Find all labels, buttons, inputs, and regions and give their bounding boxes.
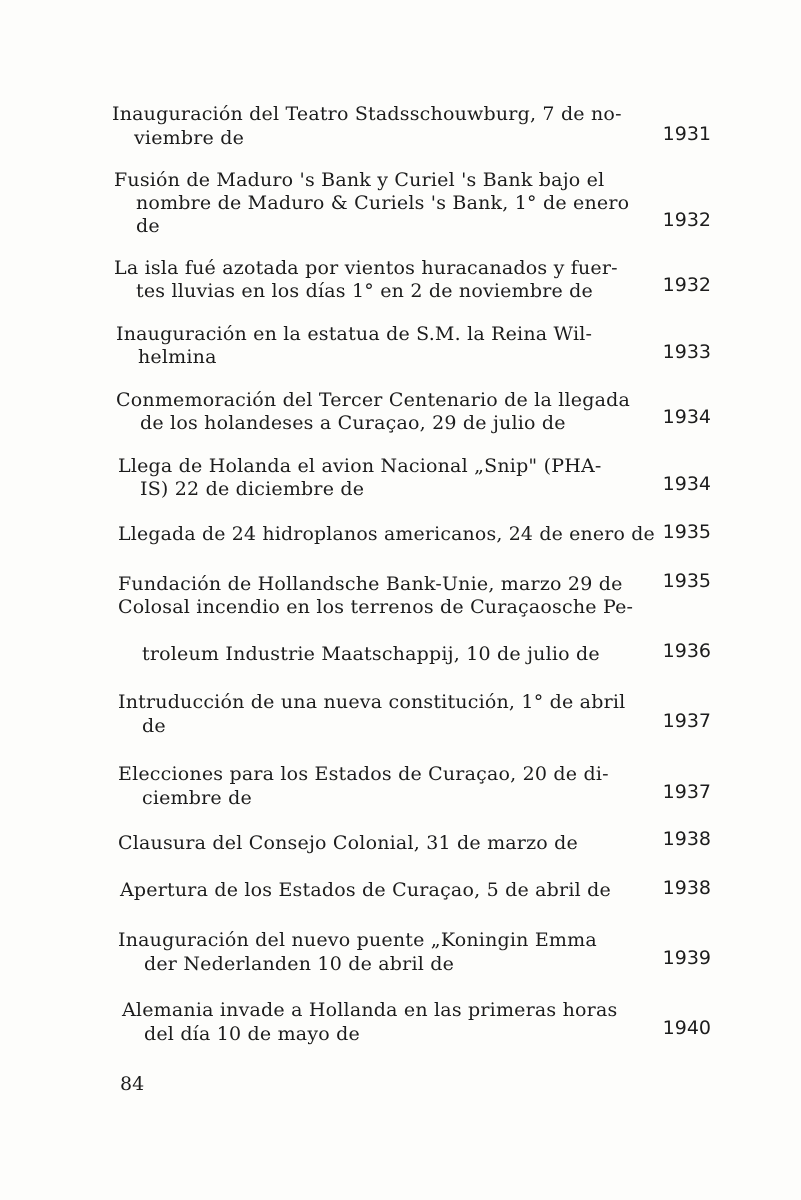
entry-text-line: tes lluvias en los días 1° en 2 de noviembre de [136, 280, 593, 302]
entry-text-line: de [142, 715, 166, 737]
entry-text-line: Intruducción de una nueva constitución, 1° de abril [118, 691, 626, 713]
page-number: 84 [120, 1073, 145, 1095]
entry-text-line: del día 10 de mayo de [144, 1023, 360, 1045]
entry-text-line: ciembre de [142, 787, 252, 809]
entry-text-line: der Nederlanden 10 de abril de [144, 953, 455, 975]
entry-year: 1934 [662, 473, 711, 495]
entry-text-line: helmina [138, 346, 217, 368]
entry-text-line: Elecciones para los Estados de Curaçao, 20 de di- [118, 763, 609, 785]
entry-year: 1940 [662, 1017, 711, 1039]
entry-text-line: Alemania invade a Hollanda en las primeras horas [122, 999, 618, 1021]
entry-text-line: Clausura del Consejo Colonial, 31 de marzo de [118, 832, 578, 854]
entry-year: 1932 [662, 274, 711, 296]
entry-text-line: Inauguración del nuevo puente „Koningin Emma [118, 929, 597, 951]
entry-text-line: troleum Industrie Maatschappij, 10 de julio de [142, 643, 600, 665]
entry-year: 1935 [662, 521, 711, 543]
entry-text-line: Fundación de Hollandsche Bank-Unie, marzo 29 de [118, 573, 623, 595]
entry-year: 1938 [662, 877, 711, 899]
entry-text-line: La isla fué azotada por vientos huracanados y fuer- [114, 257, 618, 279]
entry-text-line: Inauguración en la estatua de S.M. la Reina Wil- [116, 323, 593, 345]
entry-year: 1934 [662, 406, 711, 428]
entry-text-line: Llegada de 24 hidroplanos americanos, 24 de enero de [118, 523, 655, 545]
entry-text-line: Fusión de Maduro 's Bank y Curiel 's Bank bajo el [114, 169, 605, 191]
entry-year: 1932 [662, 209, 711, 231]
entry-text-line: de los holandeses a Curaçao, 29 de julio de [140, 412, 566, 434]
entry-year: 1936 [662, 640, 711, 662]
entry-year: 1935 [662, 570, 711, 592]
entry-text-line: Colosal incendio en los terrenos de Curaçaosche Pe- [118, 596, 634, 618]
entry-text-line: viembre de [134, 127, 245, 149]
entry-text-line: Llega de Holanda el avion Nacional „Snip" (PHA- [118, 455, 602, 477]
entry-year: 1939 [662, 947, 711, 969]
entry-year: 1938 [662, 828, 711, 850]
entry-text-line: Apertura de los Estados de Curaçao, 5 de abril de [120, 879, 611, 901]
entry-text-line: Inauguración del Teatro Stadsschouwburg, 7 de no- [112, 103, 622, 125]
entry-year: 1937 [662, 781, 711, 803]
entry-text-line: de [136, 215, 160, 237]
entry-year: 1937 [662, 710, 711, 732]
entry-year: 1931 [662, 123, 711, 145]
entry-text-line: Conmemoración del Tercer Centenario de la llegada [116, 389, 630, 411]
entry-text-line: IS) 22 de diciembre de [140, 478, 365, 500]
entry-text-line: nombre de Maduro & Curiels 's Bank, 1° de enero [136, 192, 630, 214]
entry-year: 1933 [662, 341, 711, 363]
